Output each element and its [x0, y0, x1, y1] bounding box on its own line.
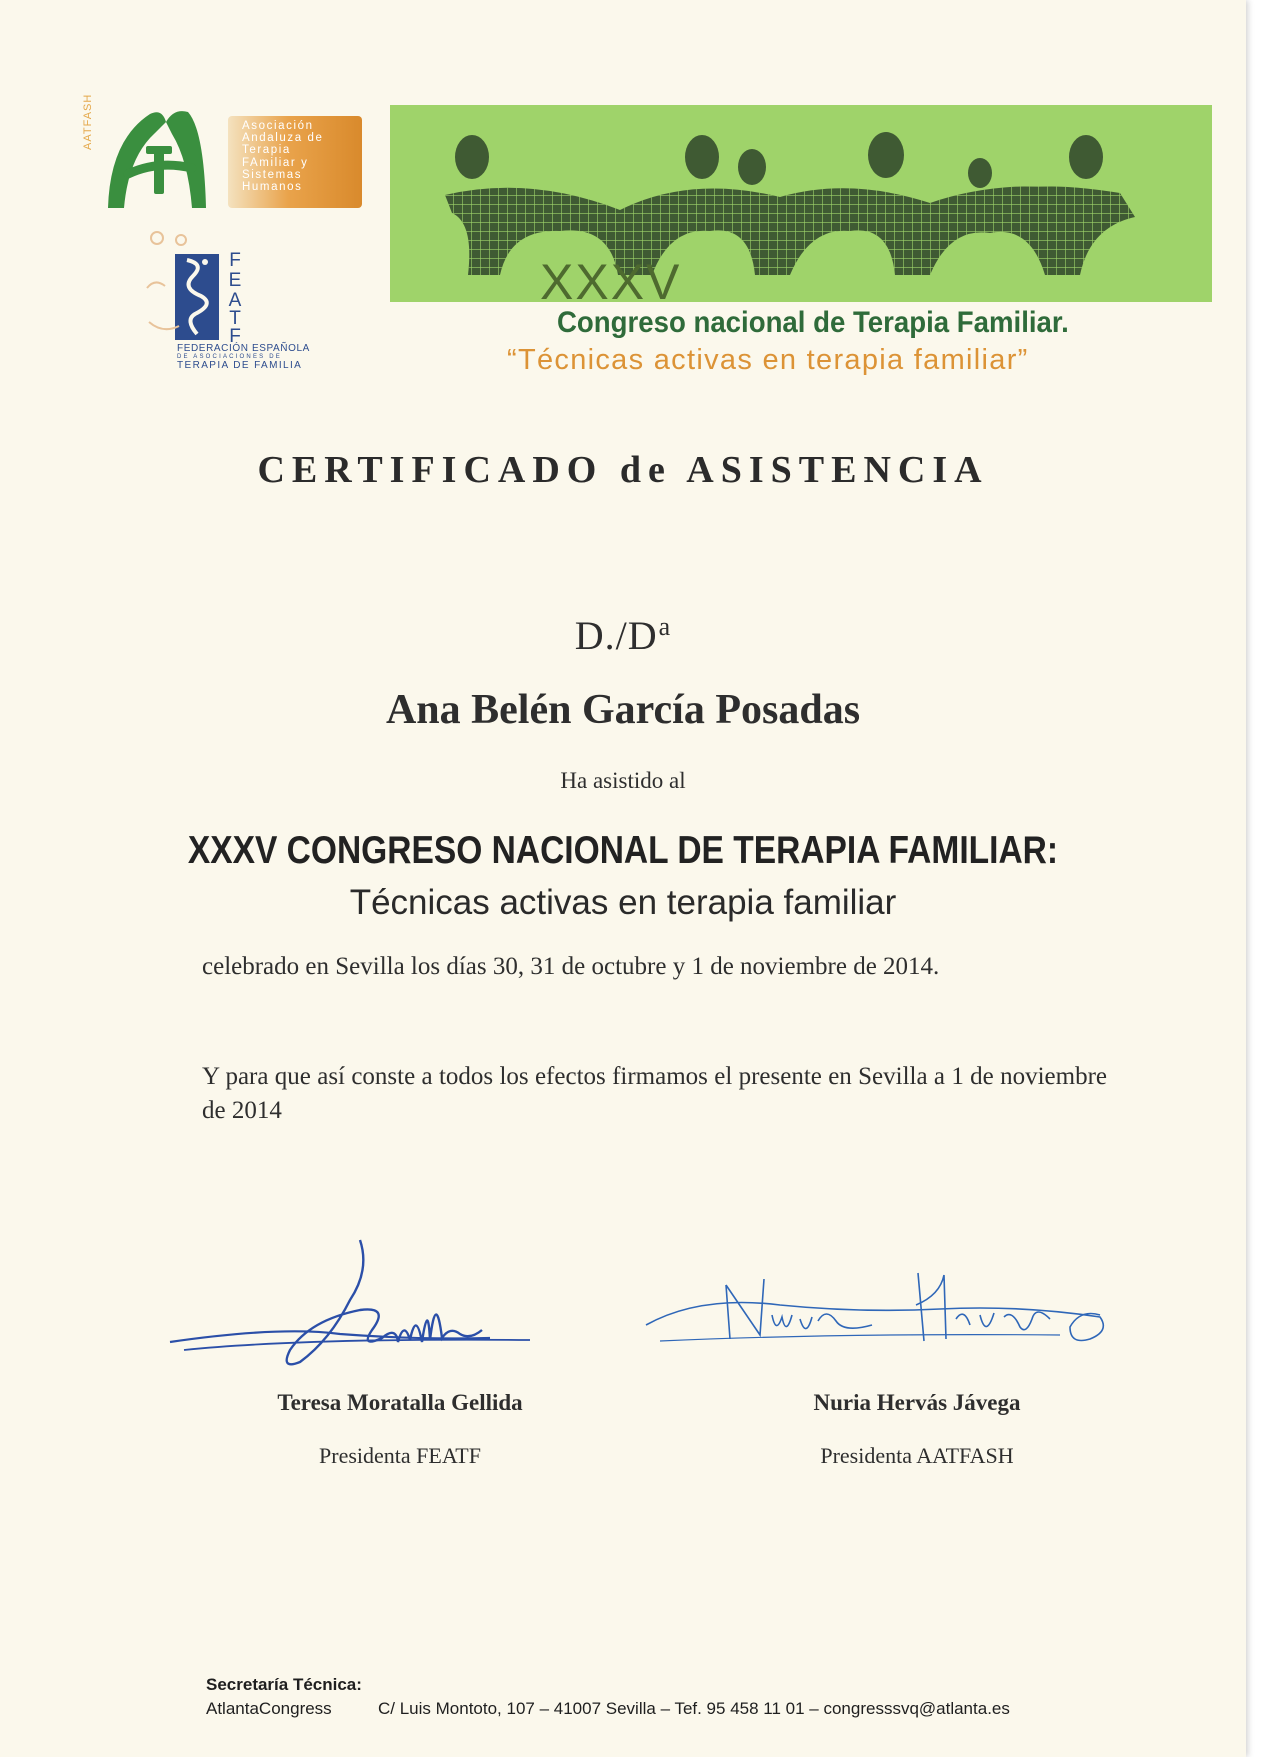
footer-contact-line — [206, 1697, 1206, 1721]
featf-logo — [145, 230, 255, 342]
attended-text: Ha asistido al — [560, 768, 686, 793]
footer-details: C/ Luis Montoto, 107 – 41007 Sevilla – Tef. 95 458 11 01 – congresssvq@atlanta.es — [378, 1699, 1010, 1718]
honorific — [0, 612, 1246, 659]
congress-subtitle: “Técnicas activas en terapia familiar” — [507, 344, 1029, 376]
svg-text:F: F — [229, 250, 241, 271]
honorific-superscript: a — [658, 612, 672, 641]
aatfash-emblem-icon — [108, 111, 206, 208]
footer-label: Secretaría Técnica: — [206, 1675, 362, 1694]
event-title-text: XXXV CONGRESO NACIONAL DE TERAPIA FAMILIAR: — [187, 829, 1059, 872]
honorific-text: D./D — [574, 613, 658, 658]
footer-company: AtlantaCongress — [206, 1699, 332, 1718]
certificate-title: CERTIFICADO de ASISTENCIA — [257, 449, 989, 491]
event-subtitle: Técnicas activas en terapia familiar — [349, 883, 897, 922]
aatfash-name-text: Asociación Andaluza de Terapia FAmiliar y Sistemas Humanos — [242, 120, 324, 194]
signer-role-2: Presidenta AATFASH — [820, 1443, 1014, 1468]
recipient-name: Ana Belén García Posadas — [385, 687, 861, 733]
congress-title: Congreso nacional de Terapia Familiar. — [557, 306, 1069, 339]
featf-emblem-icon — [147, 232, 219, 340]
featf-caption-line3: TERAPIA DE FAMILIA — [177, 360, 303, 371]
closing-text: Y para que así conste a todos los efectos firmamos el presente en Sevilla a 1 de noviembre de 2014 — [202, 1063, 1107, 1124]
signature-teresa — [160, 1230, 560, 1380]
svg-text:T: T — [229, 308, 241, 329]
featf-caption-line1: FEDERACIÓN ESPAÑOLA — [177, 343, 310, 354]
svg-text:F: F — [229, 326, 241, 342]
signer-name-2: Nuria Hervás Jávega — [813, 1390, 1021, 1415]
signer-role-1: Presidenta FEATF — [319, 1443, 481, 1468]
footer — [206, 1673, 1206, 1721]
banner-edition-number: XXXV — [540, 254, 682, 302]
signature-nuria — [640, 1255, 1110, 1375]
svg-text:E: E — [228, 270, 242, 291]
family-figures-illustration — [390, 105, 1212, 302]
featf-caption — [177, 344, 317, 371]
event-title — [0, 829, 1246, 873]
congress-banner — [390, 105, 1212, 302]
signer-name-1: Teresa Moratalla Gellida — [277, 1390, 523, 1415]
featf-caption-line2: DE ASOCIACIONES DE — [177, 354, 282, 360]
svg-text:A: A — [228, 290, 242, 311]
celebrated-text: celebrado en Sevilla los días 30, 31 de octubre y 1 de noviembre de 2014. — [202, 953, 940, 980]
aatfash-side-label: AATFASH — [82, 93, 94, 150]
